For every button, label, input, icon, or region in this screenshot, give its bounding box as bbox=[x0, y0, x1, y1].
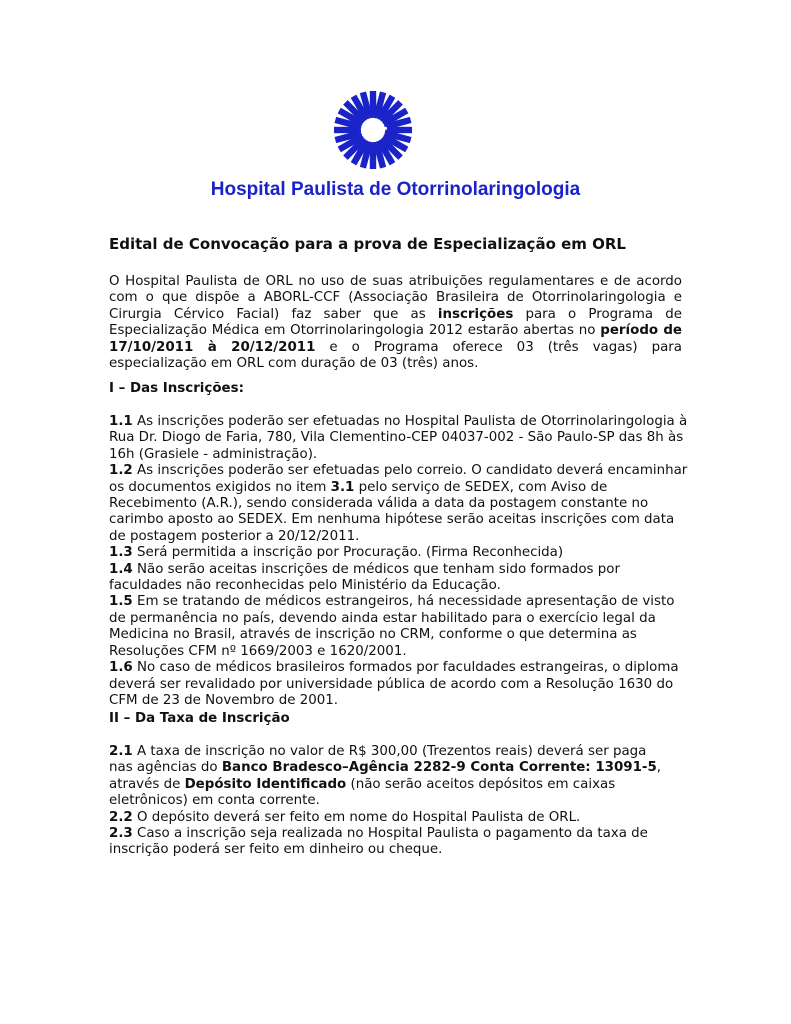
item-text: A taxa de inscrição no valor de R$ 300,00 (Trezentos reais) deverá ser paga nas agências do bbox=[109, 744, 647, 776]
item-1-5 bbox=[109, 594, 689, 660]
item-number: 2.1 bbox=[109, 744, 133, 759]
logo-notch bbox=[383, 127, 387, 130]
item-number: 2.2 bbox=[109, 809, 133, 825]
item-text: No caso de médicos brasileiros formados por faculdades estrangeiras, o diploma deverá ser revalidado por universidade pública de acordo com a Resolução 1630 do CFM de 23 de Novembro de 2001. bbox=[109, 660, 679, 708]
item-text: As inscrições poderão ser efetuadas no Hospital Paulista de Otorrinolaringologia à Rua Dr. Diogo de Faria, 780, Vila Clementino-CEP 04037-002 - São Paulo-SP das 8h às 16h (Grasiele - administração). bbox=[109, 414, 688, 462]
item-text: Será permitida a inscrição por Procuração. (Firma Reconhecida) bbox=[132, 545, 564, 561]
section-2-heading: II – Da Taxa de Inscrição bbox=[109, 711, 290, 726]
item-1-4 bbox=[109, 562, 689, 595]
item-text: Em se tratando de médicos estrangeiros, há necessidade apresentação de visto de permanência no país, devendo ainda estar habilitado para o exercício legal da Medicina no Brasil, através de inscrição no CRM, conforme o que determina as Resoluções CFM nº 1669/2003 e 1620/2001. bbox=[109, 594, 675, 659]
item-2-3 bbox=[109, 826, 669, 859]
hospital-name: Hospital Paulista de Otorrinolaringologia bbox=[210, 179, 581, 200]
item-2-2 bbox=[109, 810, 669, 826]
section-1-items bbox=[109, 414, 689, 709]
item-1-2 bbox=[109, 463, 689, 545]
bank-details: Banco Bradesco–Agência 2282-9 Conta Corrente: 13091-5 bbox=[221, 760, 657, 776]
item-number: 1.3 bbox=[109, 545, 133, 561]
item-text: (não serão aceitos depósitos em caixas eletrônicos) em conta corrente. bbox=[109, 776, 616, 809]
intro-text-2: para o Programa de Especialização Médica em Otorrinolaringologia 2012 estarão abertas no bbox=[109, 306, 682, 339]
item-1-6 bbox=[109, 660, 689, 709]
item-number: 2.3 bbox=[109, 826, 133, 842]
item-number: 1.1 bbox=[109, 414, 133, 429]
section-1-heading: I – Das Inscrições: bbox=[109, 381, 244, 396]
item-number: 1.6 bbox=[109, 660, 133, 676]
item-text: , através de bbox=[109, 760, 662, 792]
document-title: Edital de Convocação para a prova de Especialização em ORL bbox=[109, 235, 626, 253]
deposit-type: Depósito Identificado bbox=[184, 776, 347, 792]
intro-text-1: O Hospital Paulista de ORL no uso de suas atribuições regulamentares e de acordo com o que dispõe a ABORL-CCF (Associação Brasileira de Otorrinolaringologia e Cirurgia Cérvico Facial) faz saber que as bbox=[109, 274, 682, 322]
item-2-1 bbox=[109, 744, 669, 810]
item-text: O depósito deverá ser feito em nome do Hospital Paulista de ORL. bbox=[132, 809, 581, 825]
intro-text-3: e o Programa oferece 03 (três vagas) para especialização em ORL com duração de 03 (três) anos. bbox=[109, 339, 683, 372]
item-1-1 bbox=[109, 414, 689, 463]
item-number: 1.4 bbox=[109, 561, 133, 577]
item-text: pelo serviço de SEDEX, com Aviso de Recebimento (A.R.), sendo considerada válida a data da postagem constante no carimbo aposto ao SEDEX. Em nenhuma hipótese serão aceitas inscrições com data de postagem posterior a 20/12/2011. bbox=[109, 479, 675, 544]
intro-bold-inscricoes: inscrições bbox=[437, 306, 514, 322]
item-number: 1.2 bbox=[109, 463, 133, 479]
item-1-3 bbox=[109, 545, 689, 561]
hospital-logo-icon bbox=[333, 90, 413, 170]
item-number: 1.5 bbox=[109, 594, 133, 610]
intro-paragraph bbox=[109, 274, 682, 372]
intro-bold-period: período de 17/10/2011 à 20/12/2011 bbox=[109, 323, 682, 355]
item-ref: 3.1 bbox=[330, 479, 355, 495]
section-2-items bbox=[109, 744, 669, 859]
item-text: Não serão aceitas inscrições de médicos que tenham sido formados por faculdades não reconhecidas pelo Ministério da Educação. bbox=[109, 561, 620, 594]
item-text: As inscrições poderão ser efetuadas pelo correio. O candidato deverá encaminhar os documentos exigidos no item bbox=[109, 463, 688, 495]
item-text: Caso a inscrição seja realizada no Hospital Paulista o pagamento da taxa de inscrição poderá ser feito em dinheiro ou cheque. bbox=[109, 826, 648, 858]
